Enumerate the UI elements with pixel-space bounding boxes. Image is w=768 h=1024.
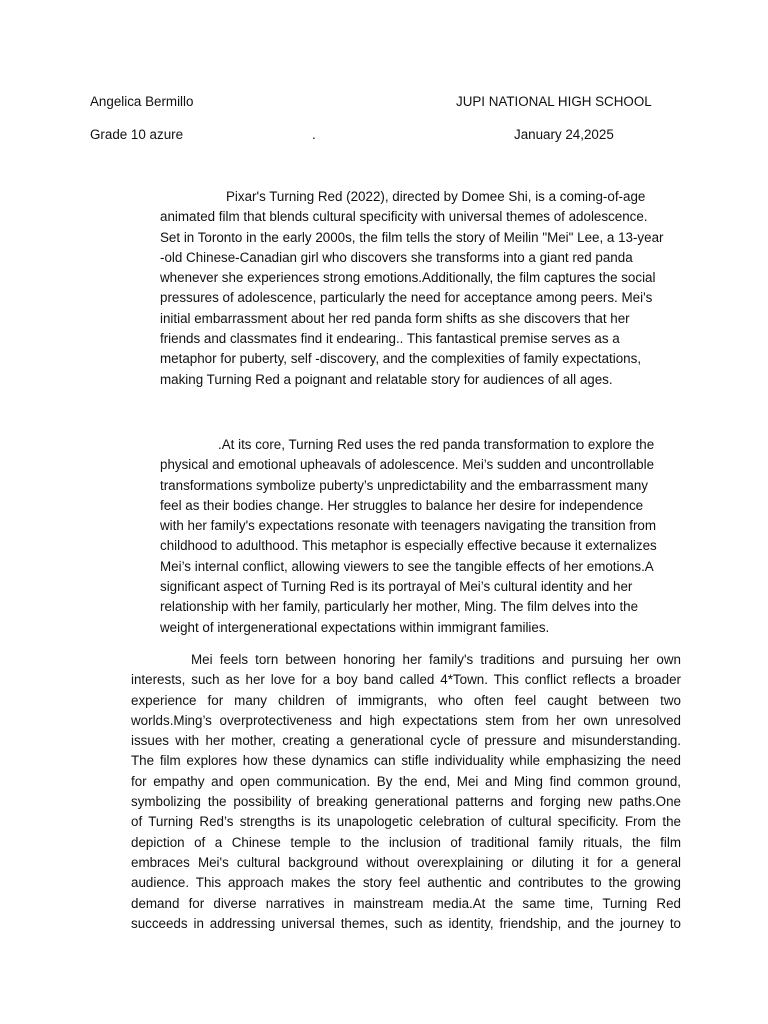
paragraph-line: audience. This approach makes the story feel authentic and contributes to the growing bbox=[131, 875, 681, 891]
paragraph-line: worlds.Ming’s overprotectiveness and high expectations stem from her own unresolved bbox=[131, 712, 681, 728]
paragraph-line: feel as their bodies change. Her struggles to balance her desire for independence bbox=[160, 497, 644, 513]
paragraph-2 bbox=[160, 435, 680, 638]
paragraph-line: issues with her mother, creating a generational cycle of pressure and misunderstanding. bbox=[131, 733, 681, 749]
paragraph-line: interests, such as her love for a boy band called 4*Town. This conflict reflects a broader bbox=[131, 672, 681, 688]
paragraph-line: demand for diverse narratives in mainstream media.At the same time, Turning Red bbox=[131, 895, 681, 911]
document-date: January 24,2025 bbox=[514, 127, 614, 142]
paragraph-line: Mei’s internal conflict, allowing viewers to see the tangible effects of her emotions.A bbox=[160, 558, 654, 574]
paragraph-line: pressures of adolescence, particularly the need for acceptance among peers. Mei's bbox=[160, 290, 653, 306]
grade-section: Grade 10 azure bbox=[90, 127, 184, 142]
paragraph-line: depiction of a Chinese temple to the inclusion of traditional family rituals, the film bbox=[131, 834, 681, 850]
paragraph-line: metaphor for puberty, self -discovery, and the complexities of family expectations, bbox=[160, 351, 642, 367]
paragraph-line: physical and emotional upheavals of adolescence. Mei’s sudden and uncontrollable bbox=[160, 457, 655, 473]
paragraph-line: for empathy and open communication. By the end, Mei and Ming find common ground, bbox=[131, 773, 681, 789]
paragraph-line: childhood to adulthood. This metaphor is especially effective because it externalizes bbox=[160, 538, 657, 554]
paragraph-line: significant aspect of Turning Red is its portrayal of Mei’s cultural identity and her bbox=[160, 579, 633, 595]
paragraph-line: experience for many children of immigrants, who often feel caught between two bbox=[131, 692, 681, 708]
paragraph-line: Pixar's Turning Red (2022), directed by Domee Shi, is a coming-of-age bbox=[226, 189, 646, 204]
header-separator: . bbox=[312, 127, 316, 142]
paragraph-line: .At its core, Turning Red uses the red panda transformation to explore the bbox=[218, 437, 655, 452]
paragraph-line: -old Chinese-Canadian girl who discovers she transforms into a giant red panda bbox=[160, 249, 633, 265]
school-name: JUPI NATIONAL HIGH SCHOOL bbox=[456, 94, 652, 109]
paragraph-line: Mei feels torn between honoring her family's traditions and pursuing her own bbox=[191, 652, 681, 667]
paragraph-line: animated film that blends cultural specificity with universal themes of adolescence. bbox=[160, 209, 648, 225]
paragraph-line: initial embarrassment about her red panda form shifts as she discovers that her bbox=[160, 310, 630, 326]
paragraph-line: Set in Toronto in the early 2000s, the film tells the story of Meilin "Mei" Lee, a 13-year bbox=[160, 229, 664, 245]
paragraph-line: whenever she experiences strong emotions.Additionally, the film captures the social bbox=[160, 270, 656, 286]
paragraph-line: weight of intergenerational expectations within immigrant families. bbox=[160, 619, 550, 635]
student-name: Angelica Bermillo bbox=[90, 94, 194, 109]
paragraph-line: The film explores how these dynamics can stifle individuality while emphasizing the need bbox=[131, 753, 681, 769]
paragraph-3 bbox=[131, 650, 681, 934]
paragraph-line: transformations symbolize puberty’s unpredictability and the embarrassment many bbox=[160, 477, 648, 493]
paragraph-line: symbolizing the possibility of breaking generational patterns and forging new paths.One bbox=[131, 794, 681, 810]
paragraph-1 bbox=[160, 187, 680, 390]
paragraph-line: with her family's expectations resonate with teenagers navigating the transition from bbox=[160, 518, 657, 534]
paragraph-line: friends and classmates find it endearing.. This fantastical premise serves as a bbox=[160, 331, 620, 347]
paragraph-line: embraces Mei's cultural background without overexplaining or diluting it for a general bbox=[131, 854, 681, 870]
paragraph-line: relationship with her family, particularly her mother, Ming. The film delves into the bbox=[160, 599, 639, 615]
paragraph-line: of Turning Red’s strengths is its unapologetic celebration of cultural specificity. From the bbox=[131, 814, 681, 830]
paragraph-line: succeeds in addressing universal themes, such as identity, friendship, and the journey to bbox=[131, 915, 681, 931]
paragraph-line: making Turning Red a poignant and relatable story for audiences of all ages. bbox=[160, 371, 613, 387]
